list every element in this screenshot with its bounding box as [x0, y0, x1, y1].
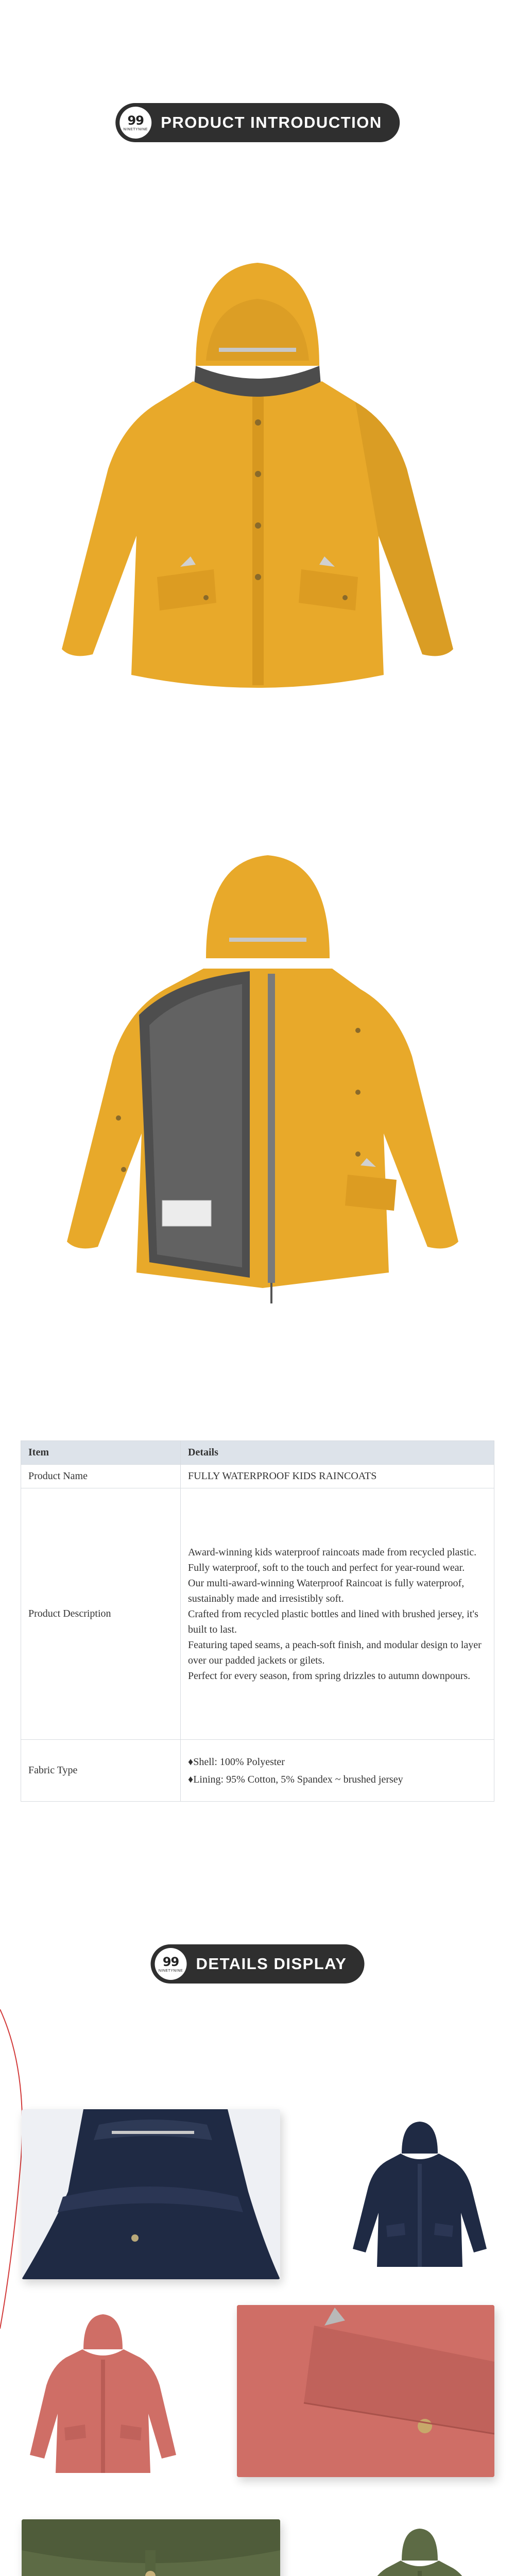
brand-logo-number: 99	[162, 1954, 179, 1969]
jacket-open-illustration	[46, 850, 479, 1314]
jacket-front-illustration	[41, 247, 474, 690]
description-line: Our multi-award-winning Waterproof Raincoat is fully waterproof, sustainably made and irresistibly soft.	[188, 1577, 465, 1604]
jacket-front-image	[41, 247, 474, 690]
section-title-text: DETAILS DISPLAY	[196, 1955, 347, 1973]
brand-logo-text: NINETYNINE	[123, 127, 148, 131]
table-row	[21, 1465, 494, 1488]
section-title-product-introduction	[115, 103, 400, 142]
product-description-cell	[181, 1488, 494, 1740]
table-header-row	[21, 1441, 494, 1465]
rose-pocket-closeup	[237, 2305, 494, 2477]
table-header-details: Details	[181, 1441, 494, 1465]
brand-logo	[155, 1948, 187, 1980]
fabric-line: ♦Shell: 100% Polyester	[188, 1756, 285, 1768]
table-row	[21, 1488, 494, 1740]
product-spec-table	[21, 1440, 494, 1802]
brand-logo	[119, 107, 151, 139]
olive-collar-closeup-image	[22, 2519, 280, 2576]
table-header-item: Item	[21, 1441, 181, 1465]
description-line: Award-winning kids waterproof raincoats made from recycled plastic.	[188, 1546, 477, 1558]
navy-hood-closeup	[22, 2109, 280, 2279]
fabric-type-cell	[181, 1740, 494, 1802]
olive-jacket-full-image	[350, 2524, 489, 2576]
navy-jacket-full-image	[350, 2117, 489, 2272]
description-line: Perfect for every season, from spring drizzles to autumn downpours.	[188, 1670, 471, 1682]
olive-jacket-full	[350, 2524, 489, 2576]
brand-logo-number: 99	[127, 113, 144, 128]
brand-logo-text: NINETYNINE	[158, 1969, 183, 1973]
rose-pocket-closeup-image	[237, 2305, 494, 2477]
jacket-open-image	[46, 850, 479, 1314]
navy-jacket-full	[350, 2117, 489, 2272]
fabric-line: ♦Lining: 95% Cotton, 5% Spandex ~ brushed jersey	[188, 1773, 403, 1785]
product-name-value: FULLY WATERPROOF KIDS RAINCOATS	[181, 1465, 494, 1488]
table-cell-label: Fabric Type	[21, 1740, 181, 1802]
table-row	[21, 1740, 494, 1802]
rose-jacket-full-image	[26, 2308, 180, 2478]
section-title-details-display	[151, 1944, 365, 1984]
description-line: Fully waterproof, soft to the touch and perfect for year-round wear.	[188, 1562, 465, 1573]
navy-hood-closeup-image	[22, 2109, 280, 2279]
table-cell-label: Product Description	[21, 1488, 181, 1740]
olive-collar-closeup	[22, 2519, 280, 2576]
rose-jacket-full	[26, 2308, 180, 2478]
description-line: Featuring taped seams, a peach-soft finish, and modular design to layer over our padded jackets or gilets.	[188, 1639, 482, 1666]
description-line: Crafted from recycled plastic bottles and lined with brushed jersey, it's built to last.	[188, 1608, 478, 1635]
table-cell-label: Product Name	[21, 1465, 181, 1488]
section-title-text: PRODUCT INTRODUCTION	[161, 113, 382, 131]
